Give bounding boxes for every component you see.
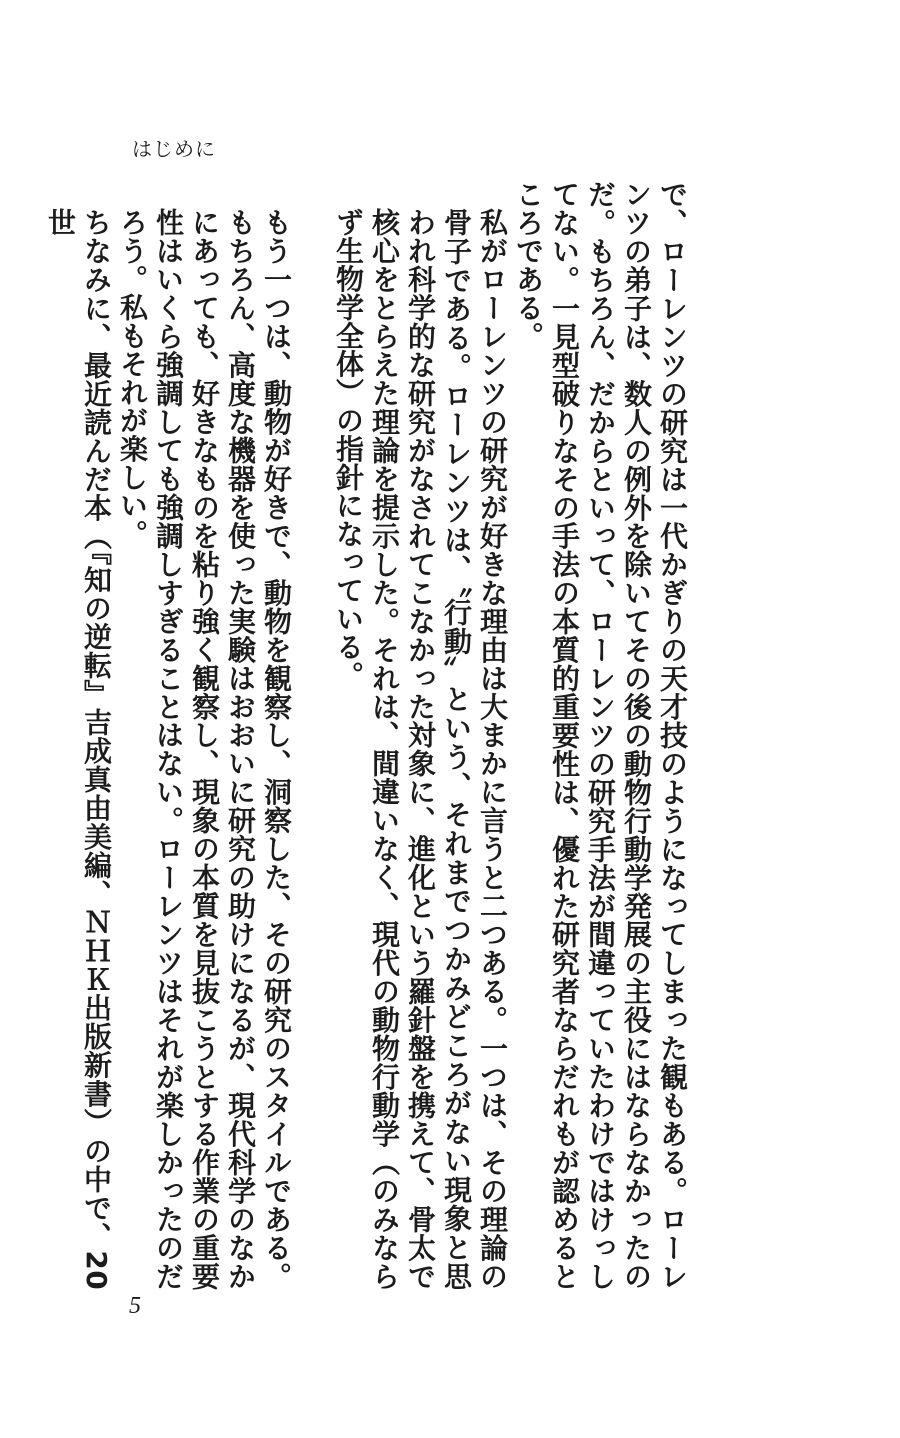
vertical-body-text bbox=[42, 180, 690, 1290]
paragraph: 私がローレンツの研究が好きな理由は大まかに言うと二つある。一つは、その理論の骨子である。ローレンツは、〝行動〟という、それまでつかみどころがない現象と思われ科学的な研究がなされてこなかった対象に、進化という羅針盤を携えて、骨太で核心をとらえた理論を提示した。それは、間違いなく、現代の動物行動学（のみならず生物学全体）の指針になっている。 bbox=[332, 208, 509, 1290]
page-number: 5 bbox=[129, 1293, 141, 1319]
paragraph: ちなみに、最近読んだ本（『知の逆転』吉成真由美編、ＮＨＫ出版新書）の中で、20世 bbox=[44, 208, 113, 1290]
running-header: はじめに bbox=[132, 137, 216, 161]
paragraph: で、ローレンツの研究は一代かぎりの天才技のようになってしまった観もある。ローレンツの弟子は、数人の例外を除いてその後の動物行動学発展の主役にはならなかったのだ。もちろん、だからといって、ローレンツの研究手法が間違っていたわけではけっしてない。一見型破りなその手法の本質的重要性は、優れた研究者ならだれもが認めるところである。 bbox=[512, 180, 689, 1290]
paragraph: もう一つは、動物が好きで、動物を観察し、洞察した、その研究のスタイルである。もちろん、高度な機器を使った実験はおおいに研究の助けになるが、現代科学のなかにあっても、好きなものを粘り強く観察し、現象の本質を見抜こうとする作業の重要性はいくら強調しても強調しすぎることはない。ローレンツはそれが楽しかったのだろう。私もそれが楽しい。 bbox=[116, 208, 293, 1290]
